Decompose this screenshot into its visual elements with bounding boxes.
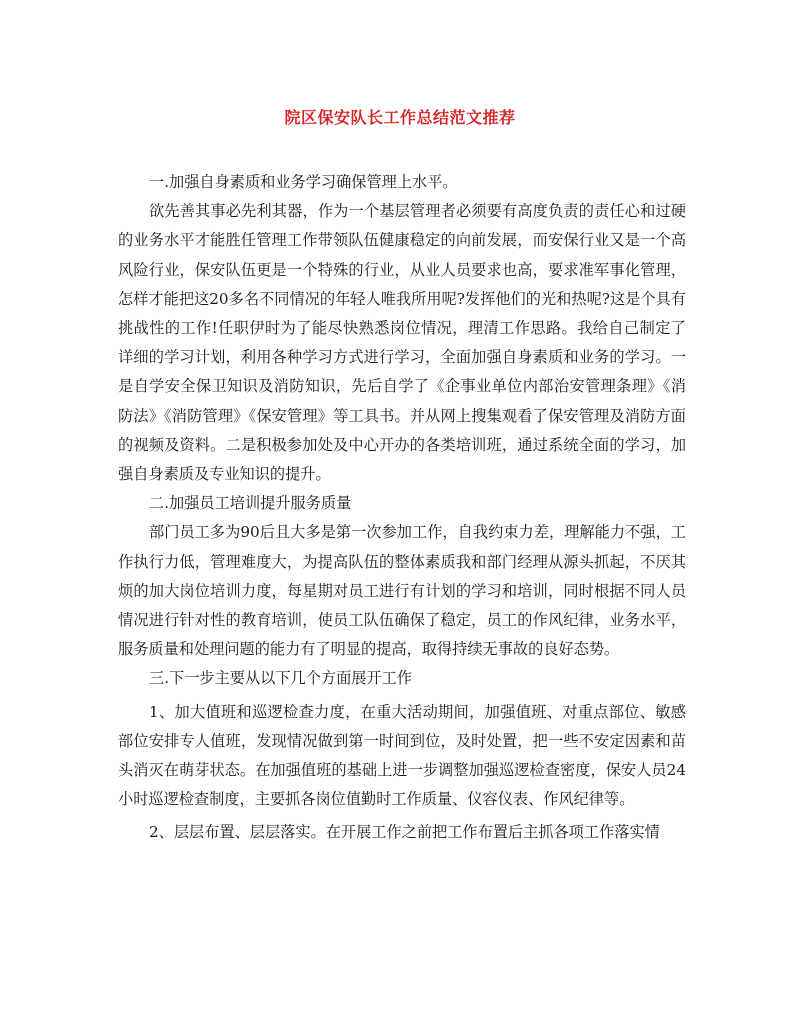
section-heading-2: 二.加强员工培训提升服务质量 (149, 494, 352, 513)
document-title: 院区保安队长工作总结范文推荐 (284, 108, 516, 127)
document-body (118, 168, 686, 848)
section-heading-3: 三.下一步主要从以下几个方面展开工作 (149, 669, 413, 688)
list-item-1: 1、加大值班和巡逻检查力度，在重大活动期间，加强值班、对重点部位、敏感部位安排专人值班，发现情况做到第一时间到位，及时处置，把一些不安定因素和苗头消灭在萌芽状态。在加强值班的基础上进一步调整加强巡逻检查密度，保安人员24小时巡逻检查制度，主要抓各岗位值勤时工作质量、仪容仪表、作风纪律等。 (118, 702, 686, 809)
body-paragraph-2: 部门员工多为90后且大多是第一次参加工作，自我约束力差，理解能力不强，工作执行力低，管理难度大，为提高队伍的整体素质我和部门经理从源头抓起，不厌其烦的加大岗位培训力度，每星期对员工进行有计划的学习和培训，同时根据不同人员情况进行针对性的教育培训，使员工队伍确保了稳定，员工的作风纪律，业务水平，服务质量和处理问题的能力有了明显的提高，取得持续无事故的良好态势。 (118, 523, 686, 659)
section-heading-1: 一.加强自身素质和业务学习确保管理上水平。 (149, 173, 458, 191)
list-item-2: 2、层层布置、层层落实。在开展工作之前把工作布置后主抓各项工作落实情 (149, 823, 660, 842)
body-paragraph-1: 欲先善其事必先利其器，作为一个基层管理者必须要有高度负责的责任心和过硬的业务水平才能胜任管理工作带领队伍健康稳定的向前发展，而安保行业又是一个高风险行业，保安队伍更是一个特殊的行业，从业人员要求也高，要求准军事化管理，怎样才能把这20多名不同情况的年轻人唯我所用呢?发挥他们的光和热呢?这是个具有挑战性的工作!任职伊时为了能尽快熟悉岗位情况，理清工作思路。我给自己制定了详细的学习计划，利用各种学习方式进行学习，全面加强自身素质和业务的学习。一是自学安全保卫知识及消防知识，先后自学了《企事业单位内部治安管理条理》《消防法》《消防管理》《保安管理》等工具书。并从网上搜集观看了保安管理及消防方面的视频及资料。二是积极参加处及中心开办的各类培训班，通过系统全面的学习，加强自身素质及专业知识的提升。 (118, 202, 686, 484)
